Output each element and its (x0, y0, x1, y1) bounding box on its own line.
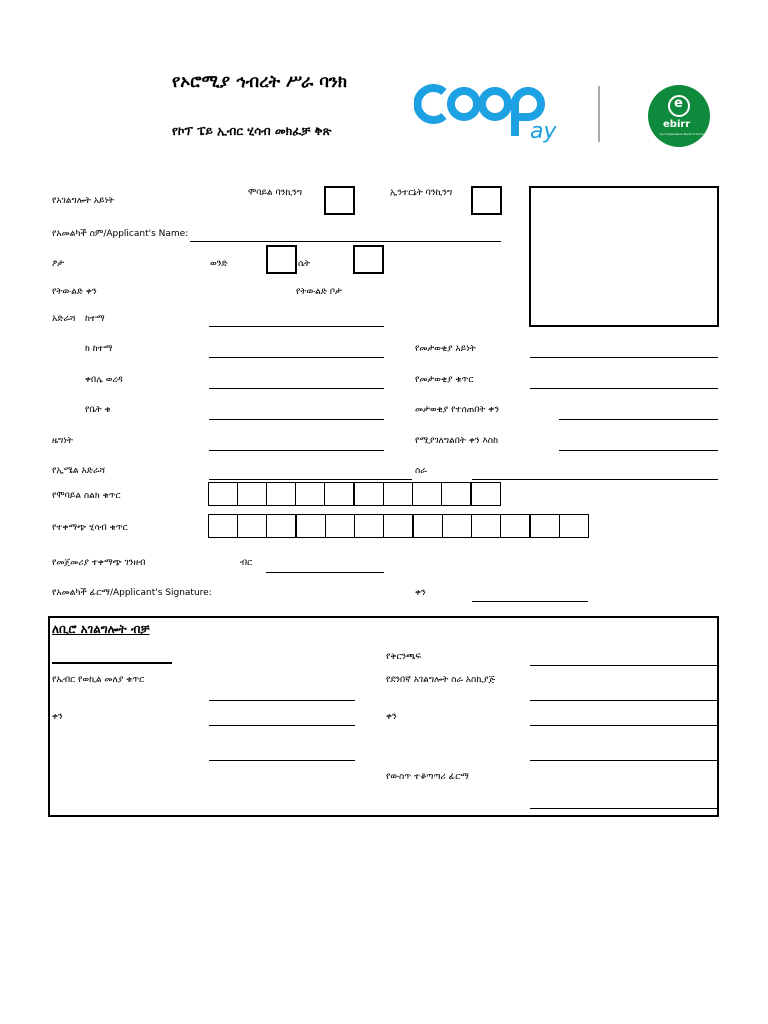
nationality-field[interactable] (209, 450, 384, 451)
applicant-name-field[interactable] (190, 241, 501, 242)
agent-id-field[interactable] (209, 700, 355, 701)
signature-date-field[interactable] (472, 601, 588, 602)
id-issue-date-label: መታወቂያ የተሰጠበት ቀን (415, 405, 500, 415)
female-label: ሴት (298, 259, 311, 269)
branch-field[interactable] (530, 665, 717, 666)
internet-banking-label: ኢንተርኔት ባንኪንግ (390, 188, 453, 198)
nationality-label: ዜግነት (52, 436, 73, 446)
office-use-heading: ለቢሮ አገልግሎት ብቻ (52, 622, 150, 636)
internal-signature-field[interactable] (530, 808, 717, 809)
birth-date-label: የትውልድ ቀን (52, 287, 97, 297)
signature-date-label: ቀን (415, 588, 426, 598)
mobile-number-label: የሞባይል ስልክ ቁጥር (52, 491, 121, 501)
house-number-field[interactable] (209, 419, 384, 420)
coop-pay-logo (414, 78, 564, 148)
account-digit-cell[interactable] (237, 514, 267, 538)
id-issue-date-field[interactable] (559, 419, 718, 420)
mobile-digit-cell[interactable] (295, 482, 325, 506)
female-checkbox[interactable] (353, 245, 384, 274)
account-digit-cell[interactable] (471, 514, 501, 538)
ebirr-logo (648, 85, 710, 147)
applicant-name-label: የአመልካች ስም/Applicant's Name: (52, 229, 189, 239)
account-digit-cell[interactable] (559, 514, 589, 538)
account-digit-cell[interactable] (413, 514, 443, 538)
occupation-label: ስራ (415, 466, 427, 476)
account-digit-cell[interactable] (383, 514, 413, 538)
city-label: ከተማ (85, 314, 105, 324)
occupation-field[interactable] (472, 479, 718, 480)
office-extra-left-field[interactable] (209, 760, 355, 761)
account-digit-cell[interactable] (296, 514, 326, 538)
account-number-label: የተቀማጭ ሂሳብ ቁጥር (52, 523, 128, 533)
mobile-digit-cell[interactable] (354, 482, 384, 506)
id-type-field[interactable] (530, 357, 718, 358)
form-title: የኮፕ ፔይ ኢብር ሂሳብ መክፈቻ ቅጽ (172, 124, 332, 138)
initial-deposit-field[interactable] (266, 572, 384, 573)
mobile-digit-cell[interactable] (324, 482, 354, 506)
mobile-digit-cell[interactable] (471, 482, 501, 506)
office-heading-rule (52, 662, 172, 664)
id-type-label: የመታወቂያ አይነት (415, 344, 476, 354)
service-officer-field[interactable] (530, 700, 717, 701)
sub-city-label: ክ ከተማ (85, 344, 113, 354)
mobile-digit-cell[interactable] (237, 482, 267, 506)
service-officer-label: የደንበኛ አገልግሎት ስራ አስኪያጅ (386, 675, 496, 685)
id-number-field[interactable] (530, 388, 718, 389)
id-number-label: የመታወቂያ ቁጥር (415, 375, 474, 385)
mobile-banking-checkbox[interactable] (324, 186, 355, 215)
internet-banking-checkbox[interactable] (471, 186, 502, 215)
valid-until-label: የሚያገለግልበት ቀን እስከ (415, 436, 499, 446)
account-digit-cell[interactable] (325, 514, 355, 538)
account-digit-cell[interactable] (266, 514, 296, 538)
coop-pay-logo-graphic (414, 78, 564, 148)
mobile-digit-cell[interactable] (441, 482, 471, 506)
house-number-label: የቤት ቁ (85, 405, 111, 415)
office-date-right-field[interactable] (530, 725, 717, 726)
ebirr-logo-text: ebirr (663, 119, 691, 130)
account-digit-cell[interactable] (354, 514, 384, 538)
birr-label: ብር (240, 558, 253, 568)
email-field[interactable] (209, 479, 412, 480)
account-digit-cell[interactable] (442, 514, 472, 538)
account-digit-cell[interactable] (500, 514, 530, 538)
service-type-label: የአገልግሎት አይነት (52, 196, 115, 206)
applicant-signature-label: የአመልካች ፊርማ/Applicant's Signature: (52, 588, 212, 598)
male-label: ወንድ (210, 259, 228, 269)
office-date-left-label: ቀን (52, 712, 63, 722)
valid-until-field[interactable] (559, 450, 718, 451)
address-label: አድራሻ (52, 314, 76, 324)
ebirr-letter: e (674, 96, 683, 111)
agent-id-label: የኤብር የወኪል መለያ ቁጥር (52, 675, 145, 685)
photo-box[interactable] (529, 186, 719, 327)
mobile-digit-cell[interactable] (208, 482, 238, 506)
bank-name: የኦሮሚያ ኅብረት ሥራ ባንክ (172, 72, 348, 92)
city-field[interactable] (209, 326, 384, 327)
office-use-section (48, 616, 719, 817)
ebirr-letter-badge (668, 95, 690, 117)
ebirr-tagline: by Cooperative Bank of Oromia (660, 132, 708, 136)
account-number-cells[interactable] (208, 514, 589, 538)
male-checkbox[interactable] (266, 245, 297, 274)
office-extra-right-field[interactable] (530, 760, 717, 761)
mobile-digit-cell[interactable] (266, 482, 296, 506)
mobile-banking-label: ሞባይል ባንኪንግ (248, 188, 303, 198)
internal-signature-label: የውስጥ ተቆጣጣሪ ፊርማ (386, 772, 469, 782)
email-label: የኢሜል አድራሻ (52, 466, 106, 476)
kebele-woreda-field[interactable] (209, 388, 384, 389)
account-digit-cell[interactable] (208, 514, 238, 538)
sub-city-field[interactable] (209, 357, 384, 358)
branch-label: የቅርንጫፍ (386, 652, 422, 662)
office-date-right-label: ቀን (386, 712, 397, 722)
mobile-number-cells[interactable] (208, 482, 501, 506)
mobile-digit-cell[interactable] (383, 482, 413, 506)
pay-logo-text: ay (530, 119, 557, 144)
mobile-digit-cell[interactable] (412, 482, 442, 506)
initial-deposit-label: የመጀመሪያ ተቀማጭ ገንዘብ (52, 558, 146, 568)
sex-label: ፆታ (52, 259, 65, 269)
office-date-left-field[interactable] (209, 725, 355, 726)
kebele-woreda-label: ቀበሌ ወረዳ (85, 375, 123, 385)
account-digit-cell[interactable] (530, 514, 560, 538)
birth-place-label: የትውልድ ቦታ (296, 287, 342, 297)
logo-divider (598, 86, 600, 142)
